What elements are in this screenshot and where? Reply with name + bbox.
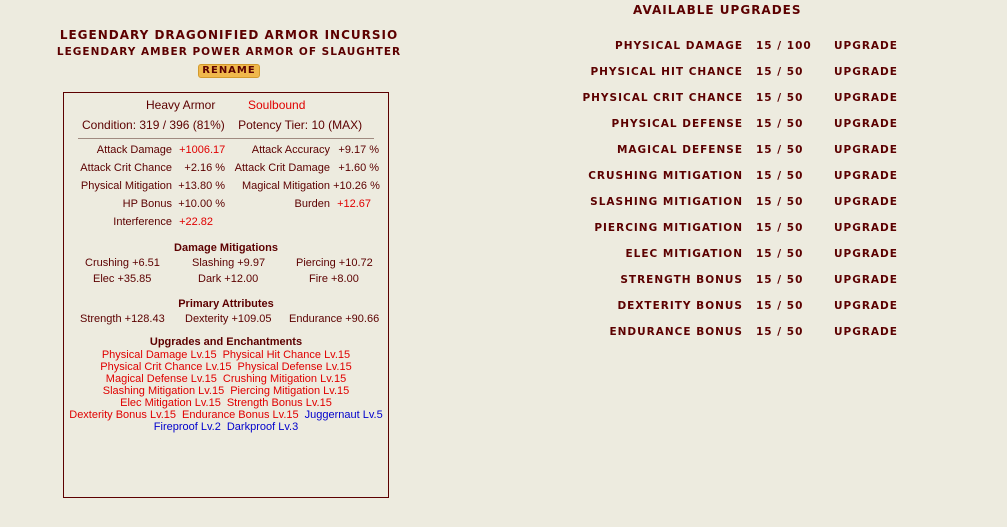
stat-value: +10.26 % [333,180,380,192]
armor-type: Heavy Armor [146,98,216,112]
upgrade-name: CRUSHING MITIGATION [588,170,743,182]
upgrade-button[interactable]: UPGRADE [834,170,898,182]
damage-mitigations-title: Damage Mitigations [174,242,278,254]
item-name: LEGENDARY DRAGONIFIED ARMOR INCURSIO [59,28,399,42]
stat-label: Burden [294,198,330,210]
enchantment-entry: Physical Hit Chance Lv.15 [222,349,351,361]
mitigation-dark: Dark +12.00 [198,273,259,285]
upgrade-button[interactable]: UPGRADE [834,66,898,78]
stat-hp-bonus [70,198,225,210]
upgrade-button[interactable]: UPGRADE [834,40,898,52]
upgrade-level: 15 / 50 [756,170,804,182]
enchantment-entry: Strength Bonus Lv.15 [226,397,332,409]
upgrade-row [560,274,910,290]
upgrade-level: 15 / 50 [756,326,804,338]
upgrade-row [560,196,910,212]
enchantment-entry: Darkproof Lv.3 [226,421,299,433]
upgrade-level: 15 / 50 [756,144,804,156]
enchantment-entry: Piercing Mitigation Lv.15 [230,385,350,397]
upgrade-row [560,326,910,342]
enchantment-line [64,349,388,361]
enchantment-line [64,397,388,409]
upgrade-name: STRENGTH BONUS [620,274,743,286]
item-header [40,27,418,78]
condition-text: Condition: 319 / 396 (81%) [82,118,225,132]
stat-value: +22.82 [179,216,214,228]
mitigation-fire: Fire +8.00 [309,273,359,285]
enchantment-entry: Endurance Bonus Lv.15 [182,409,299,421]
stat-label: Attack Crit Damage [234,162,330,174]
item-stats-panel [63,92,389,498]
enchantment-line [64,385,388,397]
upgrade-button[interactable]: UPGRADE [834,222,898,234]
enchantment-line [64,409,388,421]
upgrade-level: 15 / 50 [756,118,804,130]
upgrade-level: 15 / 50 [756,196,804,208]
enchantment-line [64,373,388,385]
soulbound-label: Soulbound [248,98,306,112]
attribute-strength: Strength +128.43 [80,313,165,325]
upgrade-row [560,40,910,56]
upgrade-name: ENDURANCE BONUS [609,326,743,338]
enchantment-entry: Dexterity Bonus Lv.15 [69,409,177,421]
upgrade-row [560,66,910,82]
stat-label: Attack Crit Chance [80,162,172,174]
stat-label: Magical Mitigation [241,180,330,192]
upgrade-button[interactable]: UPGRADE [834,326,898,338]
enchantment-entry: Fireproof Lv.2 [153,421,221,433]
enchantment-entry: Physical Crit Chance Lv.15 [100,361,232,373]
enchantment-entry: Physical Defense Lv.15 [237,361,352,373]
upgrade-button[interactable]: UPGRADE [834,92,898,104]
upgrade-name: DEXTERITY BONUS [617,300,743,312]
stat-label: Attack Damage [96,144,172,156]
mitigation-elec: Elec +35.85 [93,273,152,285]
stat-value: +10.00 % [178,198,226,210]
upgrade-level: 15 / 50 [756,92,804,104]
upgrade-level: 15 / 50 [756,300,804,312]
upgrade-level: 15 / 50 [756,274,804,286]
upgrade-row [560,222,910,238]
upgrade-button[interactable]: UPGRADE [834,248,898,260]
mitigation-piercing: Piercing +10.72 [296,257,373,269]
upgrade-level: 15 / 50 [756,248,804,260]
stat-value: +1006.17 [179,144,226,156]
enchantment-entry: Juggernaut Lv.5 [304,409,383,421]
primary-attributes-title: Primary Attributes [178,298,274,310]
stat-interference [70,216,229,228]
enchantment-line [64,361,388,373]
stat-label: Interference [113,216,172,228]
upgrade-name: PHYSICAL CRIT CHANCE [582,92,743,104]
item-subname: LEGENDARY AMBER POWER ARMOR OF SLAUGHTER [56,46,402,58]
upgrade-name: PHYSICAL DAMAGE [615,40,743,52]
enchantment-entry: Crushing Mitigation Lv.15 [222,373,347,385]
upgrade-name: ELEC MITIGATION [625,248,743,260]
enchantment-entry: Magical Defense Lv.15 [105,373,217,385]
stat-label: Attack Accuracy [251,144,330,156]
potency-tier-text: Potency Tier: 10 (MAX) [238,118,363,132]
stat-physical-mitigation [70,180,225,192]
upgrade-row [560,92,910,108]
upgrade-button[interactable]: UPGRADE [834,274,898,286]
attribute-dexterity: Dexterity +109.05 [185,313,272,325]
upgrade-level: 15 / 50 [756,66,804,78]
condition-row [82,118,362,132]
stat-value: +13.80 % [178,180,226,192]
stat-value: +2.16 % [184,162,226,174]
stat-burden [232,198,379,210]
enchantment-line [64,421,388,433]
enchantment-entry: Slashing Mitigation Lv.15 [102,385,225,397]
rename-button[interactable]: RENAME [198,64,259,78]
divider [78,138,374,139]
upgrade-level: 15 / 100 [756,40,812,52]
stat-label: Physical Mitigation [80,180,172,192]
upgrade-row [560,248,910,264]
upgrade-row [560,118,910,134]
enchantments-list [64,349,388,433]
upgrade-button[interactable]: UPGRADE [834,300,898,312]
upgrade-name: SLASHING MITIGATION [590,196,743,208]
upgrade-name: PHYSICAL HIT CHANCE [590,66,743,78]
stat-value: +1.60 % [338,162,380,174]
upgrade-name: PIERCING MITIGATION [594,222,743,234]
upgrade-name: PHYSICAL DEFENSE [611,118,743,130]
stat-label: HP Bonus [122,198,172,210]
stat-attack-crit-chance [70,162,225,174]
mitigation-crushing: Crushing +6.51 [85,257,160,269]
upgrade-row [560,300,910,316]
upgrade-button[interactable]: UPGRADE [834,196,898,208]
available-upgrades-title: AVAILABLE UPGRADES [633,3,802,17]
upgrade-row [560,144,910,160]
stat-attack-accuracy [232,144,379,156]
enchantment-entry: Elec Mitigation Lv.15 [120,397,221,409]
enchantments-title: Upgrades and Enchantments [149,336,303,348]
enchantment-entry: Physical Damage Lv.15 [101,349,217,361]
upgrade-row [560,170,910,186]
mitigation-slashing: Slashing +9.97 [192,257,266,269]
stat-attack-crit-damage [232,162,379,174]
upgrade-button[interactable]: UPGRADE [834,118,898,130]
stat-magical-mitigation [232,180,379,192]
attribute-endurance: Endurance +90.66 [289,313,380,325]
upgrade-button[interactable]: UPGRADE [834,144,898,156]
upgrade-level: 15 / 50 [756,222,804,234]
upgrade-name: MAGICAL DEFENSE [616,144,743,156]
stat-attack-damage [70,144,231,156]
stat-value: +12.67 [337,198,372,210]
stat-value: +9.17 % [338,144,380,156]
